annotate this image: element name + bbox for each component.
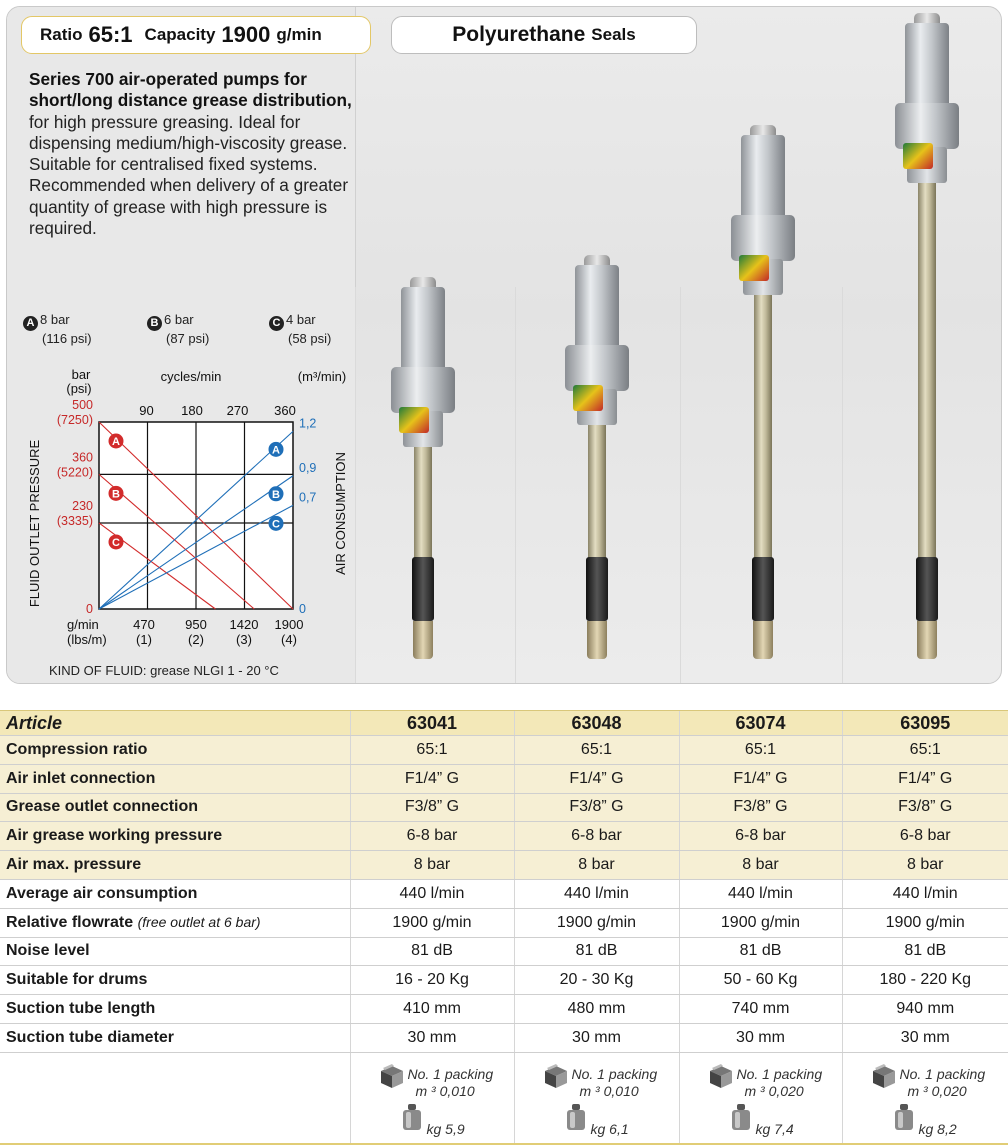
table-cell: 440 l/min xyxy=(350,879,514,908)
legend-c xyxy=(269,312,331,346)
table-cell: 6-8 bar xyxy=(679,822,842,851)
bottom-tick-lbs: (4) xyxy=(281,632,297,647)
row-label xyxy=(0,1023,350,1052)
article-code: 63041 xyxy=(350,711,514,736)
left-tick-bar: 360 xyxy=(72,450,93,465)
bottom-unit-bottom: (lbs/m) xyxy=(67,632,107,647)
table-cell: F3/8” G xyxy=(514,793,679,822)
row-label xyxy=(0,736,350,765)
table-cell: 440 l/min xyxy=(514,879,679,908)
table-cell: 81 dB xyxy=(514,937,679,966)
intro-text xyxy=(29,69,374,239)
table-cell: 1900 g/min xyxy=(514,908,679,937)
table-cell: 30 mm xyxy=(350,1023,514,1052)
air-marker-label: A xyxy=(272,444,280,457)
bottom-tick-gmin: 470 xyxy=(133,617,155,632)
bottom-tick-gmin: 1900 xyxy=(274,617,304,632)
legend-b-line2: (87 psi) xyxy=(166,331,210,346)
row-label-text: Air inlet connection xyxy=(6,769,156,787)
table-cell: 81 dB xyxy=(350,937,514,966)
packing-cell xyxy=(350,1052,514,1144)
packing-label-cell xyxy=(0,1052,350,1144)
right-tick: 1,2 xyxy=(299,416,317,431)
table-row xyxy=(0,995,1008,1024)
weight-icon xyxy=(893,1103,915,1131)
table-cell: 30 mm xyxy=(514,1023,679,1052)
weight-icon xyxy=(565,1103,587,1131)
table-cell: F3/8” G xyxy=(350,793,514,822)
legend-a-line1: 8 bar xyxy=(40,312,70,327)
table-cell: 1900 g/min xyxy=(842,908,1008,937)
pump-63048-image xyxy=(561,255,633,669)
intro-bold: Series 700 air-operated pumps for short/long distance grease distribution, xyxy=(29,69,352,111)
table-cell: 180 - 220 Kg xyxy=(842,966,1008,995)
table-cell: 16 - 20 Kg xyxy=(350,966,514,995)
right-tick: 0,7 xyxy=(299,490,317,505)
table-header-row xyxy=(0,711,1008,736)
table-cell: 740 mm xyxy=(679,995,842,1024)
row-label xyxy=(0,937,350,966)
legend-a-marker: A xyxy=(23,316,38,331)
legend-c-line1: 4 bar xyxy=(286,312,316,327)
legend-a-line2: (116 psi) xyxy=(42,331,92,346)
spec-table xyxy=(0,710,1008,1145)
weight-icon xyxy=(401,1103,423,1131)
table-row xyxy=(0,851,1008,880)
row-label-text: Relative flowrate xyxy=(6,913,134,931)
top-tick: 270 xyxy=(226,403,249,418)
row-label-text: Suitable for drums xyxy=(6,971,148,989)
table-row xyxy=(0,966,1008,995)
table-cell: F1/4” G xyxy=(679,764,842,793)
left-axis-title: FLUID OUTLET PRESSURE xyxy=(27,439,42,608)
left-tick-bar: 230 xyxy=(72,498,93,513)
table-cell: 65:1 xyxy=(842,736,1008,765)
table-cell: F3/8” G xyxy=(842,793,1008,822)
table-cell: 6-8 bar xyxy=(350,822,514,851)
table-cell: 410 mm xyxy=(350,995,514,1024)
top-tick: 180 xyxy=(181,403,203,418)
table-cell: 8 bar xyxy=(679,851,842,880)
article-code: 63074 xyxy=(679,711,842,736)
bottom-tick-gmin: 1420 xyxy=(229,617,259,632)
row-label xyxy=(0,966,350,995)
packing-count: No. 1 packing xyxy=(571,1065,658,1082)
row-label xyxy=(0,851,350,880)
box-icon xyxy=(871,1063,897,1089)
table-cell: F3/8” G xyxy=(679,793,842,822)
packing-weight: kg 6,1 xyxy=(590,1120,629,1137)
air-marker-label: B xyxy=(272,488,280,501)
capacity-value: 1900 xyxy=(221,22,271,47)
left-unit-top: bar xyxy=(71,367,91,382)
table-row xyxy=(0,736,1008,765)
bottom-tick-lbs: (3) xyxy=(236,632,252,647)
legend-c-marker: C xyxy=(269,316,284,331)
table-cell: 65:1 xyxy=(514,736,679,765)
table-cell: 65:1 xyxy=(350,736,514,765)
packing-count: No. 1 packing xyxy=(736,1065,823,1082)
seals-badge xyxy=(391,16,697,54)
table-row xyxy=(0,764,1008,793)
intro-rest: for high pressure greasing. Ideal for dispensing medium/high-viscosity grease. Suitable for centralised fixed systems. Recommended when delivery of a greater quantity of grease with high pressure is required. xyxy=(29,111,349,239)
packing-count: No. 1 packing xyxy=(899,1065,986,1082)
right-axis-title: AIR CONSUMPTION xyxy=(333,452,348,575)
row-label-text: Air max. pressure xyxy=(6,856,142,874)
box-icon xyxy=(379,1063,405,1089)
row-label xyxy=(0,879,350,908)
legend-c-line2: (58 psi) xyxy=(288,331,332,346)
fluid-note: KIND OF FLUID: grease NLGI 1 - 20 °C xyxy=(49,663,279,678)
bottom-unit-top: g/min xyxy=(67,617,99,632)
article-code: 63095 xyxy=(842,711,1008,736)
row-label xyxy=(0,764,350,793)
table-cell: 8 bar xyxy=(350,851,514,880)
packing-weight: kg 7,4 xyxy=(755,1120,794,1137)
article-header: Article xyxy=(0,711,350,736)
table-cell: 6-8 bar xyxy=(842,822,1008,851)
row-label-text: Suction tube length xyxy=(6,1000,156,1018)
seals-main: Polyurethane xyxy=(452,23,586,46)
weight-icon xyxy=(730,1103,752,1131)
legend-b-line1: 6 bar xyxy=(164,312,194,327)
top-tick: 360 xyxy=(274,403,296,418)
bottom-tick-lbs: (2) xyxy=(188,632,204,647)
row-label-text: Noise level xyxy=(6,942,90,960)
packing-volume: m ³ 0,020 xyxy=(907,1082,967,1099)
pressure-marker-label: B xyxy=(112,488,120,501)
packing-cell xyxy=(679,1052,842,1144)
table-row xyxy=(0,937,1008,966)
row-label-text: Suction tube diameter xyxy=(6,1028,175,1046)
pump-63095-image xyxy=(891,13,963,669)
pump-63041-image xyxy=(387,277,459,669)
packing-row xyxy=(0,1052,1008,1144)
table-cell: F1/4” G xyxy=(514,764,679,793)
pressure-marker-label: C xyxy=(112,536,120,549)
left-tick-psi: (5220) xyxy=(56,465,93,480)
left-tick-bar: 0 xyxy=(86,602,93,616)
box-icon xyxy=(543,1063,569,1089)
packing-cell xyxy=(842,1052,1008,1144)
table-cell: 81 dB xyxy=(679,937,842,966)
left-tick-psi: (7250) xyxy=(56,413,93,427)
row-label-text: Compression ratio xyxy=(6,740,148,758)
table-cell: 65:1 xyxy=(679,736,842,765)
table-cell: 50 - 60 Kg xyxy=(679,966,842,995)
packing-weight: kg 5,9 xyxy=(426,1120,465,1137)
table-cell: 940 mm xyxy=(842,995,1008,1024)
table-cell: 1900 g/min xyxy=(350,908,514,937)
table-cell: 8 bar xyxy=(842,851,1008,880)
row-label xyxy=(0,908,350,937)
table-cell: 8 bar xyxy=(514,851,679,880)
product-panel xyxy=(6,6,1002,684)
article-code: 63048 xyxy=(514,711,679,736)
table-cell: F1/4” G xyxy=(842,764,1008,793)
right-tick: 0 xyxy=(299,602,306,616)
table-cell: 1900 g/min xyxy=(679,908,842,937)
table-row xyxy=(0,793,1008,822)
table-cell: 20 - 30 Kg xyxy=(514,966,679,995)
bottom-tick-gmin: 950 xyxy=(185,617,207,632)
row-label-text: Air grease working pressure xyxy=(6,827,223,845)
packing-volume: m ³ 0,010 xyxy=(415,1082,475,1099)
table-cell: 440 l/min xyxy=(842,879,1008,908)
box-icon xyxy=(708,1063,734,1089)
packing-count: No. 1 packing xyxy=(407,1065,494,1082)
bottom-tick-lbs: (1) xyxy=(136,632,152,647)
left-unit-bottom: (psi) xyxy=(66,381,92,396)
pump-63074-image xyxy=(727,125,799,669)
packing-weight: kg 8,2 xyxy=(918,1120,957,1137)
seals-sub: Seals xyxy=(591,25,636,44)
row-label xyxy=(0,822,350,851)
packing-volume: m ³ 0,010 xyxy=(579,1082,639,1099)
table-row xyxy=(0,1023,1008,1052)
air-marker-label: C xyxy=(272,518,280,531)
row-label-text: Average air consumption xyxy=(6,884,198,902)
ratio-label: Ratio xyxy=(40,25,83,44)
right-unit: (m³/min) xyxy=(297,369,347,384)
table-row xyxy=(0,879,1008,908)
legend-b-marker: B xyxy=(147,316,162,331)
row-label xyxy=(0,995,350,1024)
table-cell: 30 mm xyxy=(679,1023,842,1052)
table-row xyxy=(0,908,1008,937)
capacity-label: Capacity xyxy=(144,25,216,44)
top-unit: cycles/min xyxy=(160,369,222,384)
right-tick: 0,9 xyxy=(299,460,317,475)
packing-cell xyxy=(514,1052,679,1144)
top-tick: 90 xyxy=(139,403,154,418)
table-cell: 6-8 bar xyxy=(514,822,679,851)
packing-volume: m ³ 0,020 xyxy=(744,1082,804,1099)
pressure-marker-label: A xyxy=(112,436,120,448)
ratio-value: 65:1 xyxy=(88,22,133,47)
row-label-text: Grease outlet connection xyxy=(6,798,199,816)
table-cell: 81 dB xyxy=(842,937,1008,966)
row-label xyxy=(0,793,350,822)
ratio-capacity-badge xyxy=(21,16,371,54)
table-cell: 30 mm xyxy=(842,1023,1008,1052)
table-cell: 440 l/min xyxy=(679,879,842,908)
capacity-unit: g/min xyxy=(276,25,322,44)
row-label-note: (free outlet at 6 bar) xyxy=(137,913,261,930)
legend-b xyxy=(147,312,209,346)
table-cell: F1/4” G xyxy=(350,764,514,793)
performance-chart xyxy=(15,362,355,657)
legend-a xyxy=(23,312,92,346)
left-tick-bar: 500 xyxy=(72,398,93,412)
left-tick-psi: (3335) xyxy=(56,513,93,528)
table-row xyxy=(0,822,1008,851)
table-cell: 480 mm xyxy=(514,995,679,1024)
